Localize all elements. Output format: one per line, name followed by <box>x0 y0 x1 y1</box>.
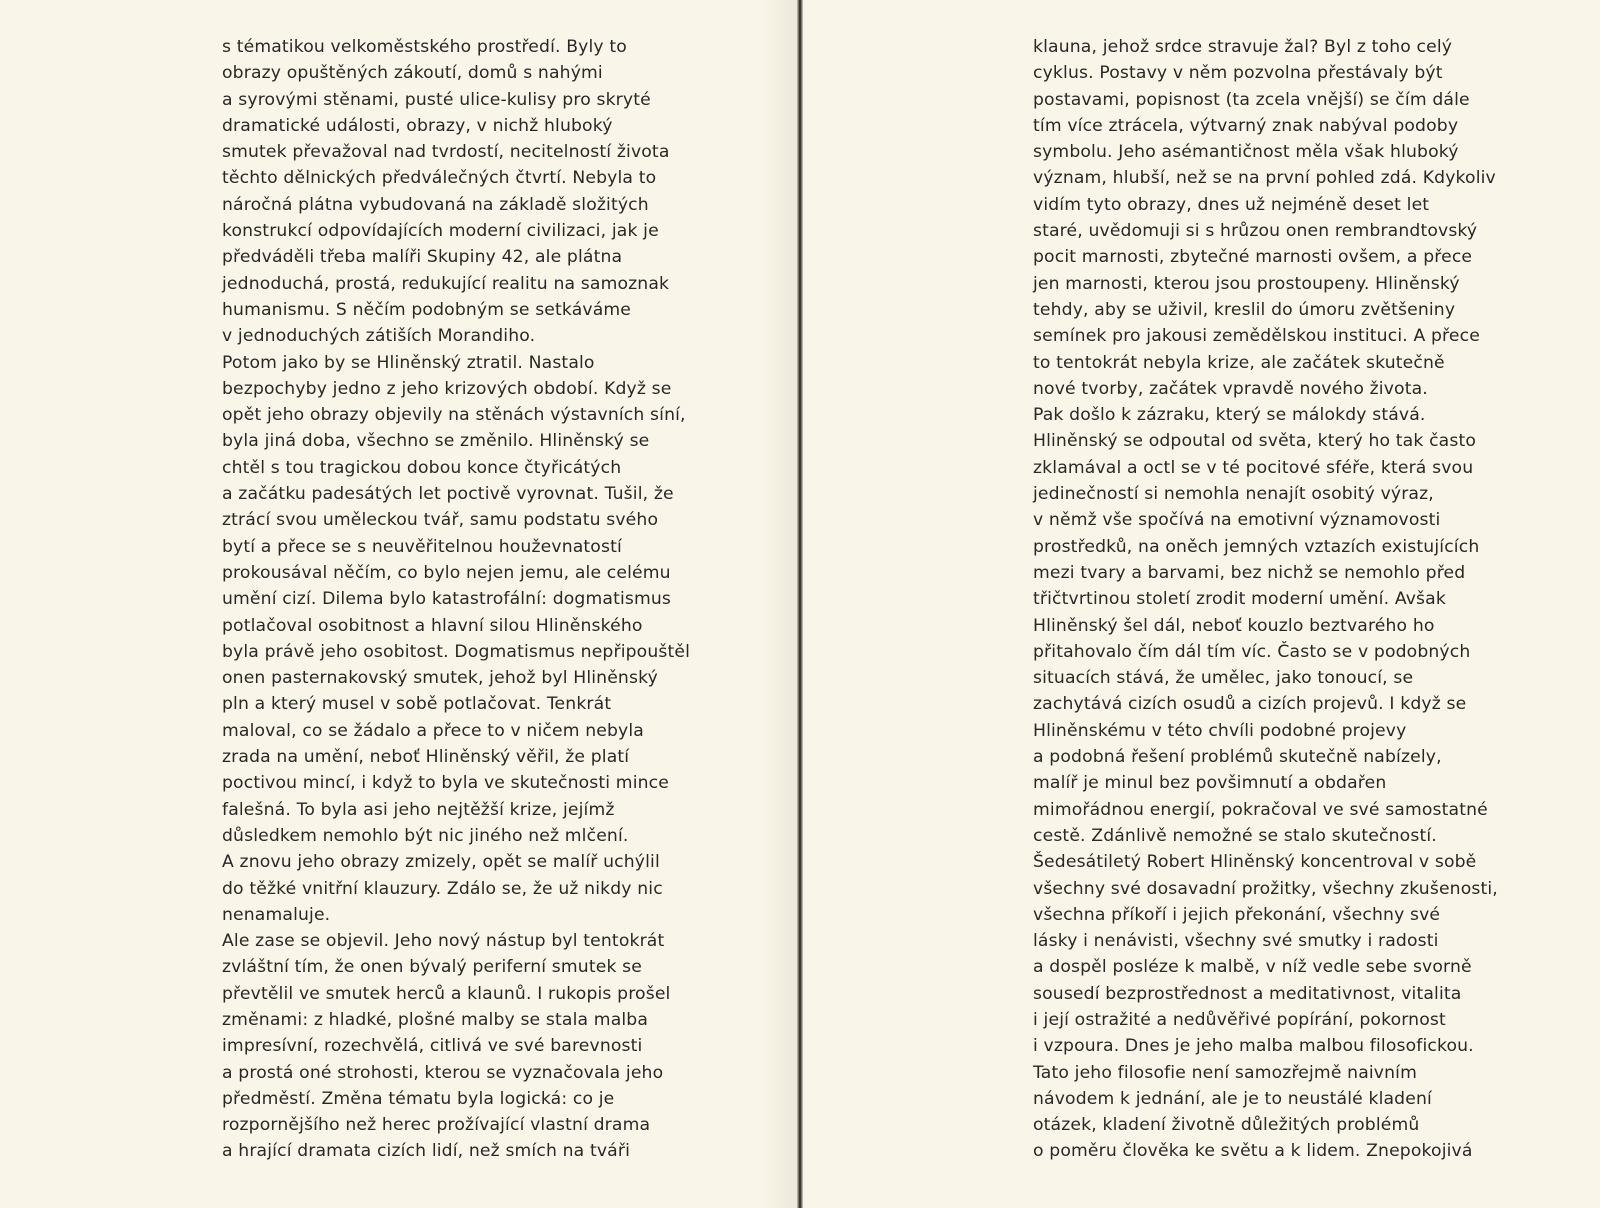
text-line: předměstí. Změna tématu byla logická: co je <box>222 1088 615 1109</box>
text-line: těchto dělnických předválečných čtvrtí. Nebyla to <box>222 168 657 189</box>
left-page <box>0 0 797 1208</box>
text-line: jen marnosti, kterou jsou prostoupeny. Hliněnský <box>1033 273 1460 294</box>
text-line: mezi tvary a barvami, bez nichž se nemohlo před <box>1033 562 1466 583</box>
text-line: postavami, popisnost (ta zcela vnější) se čím dále <box>1033 89 1470 110</box>
text-line: otázek, kladení životně důležitých problémů <box>1033 1115 1420 1136</box>
text-line: byla právě jeho osobitost. Dogmatismus nepřipouštěl <box>222 641 691 662</box>
text-line: bytí a přece se s neuvěřitelnou houževnatostí <box>222 536 622 557</box>
text-line: zachytává cizích osudů a cizích projevů. I když se <box>1033 694 1467 715</box>
text-line: Hliněnskému v této chvíli podobné projevy <box>1033 720 1407 741</box>
text-line: ztrácí svou uměleckou tvář, samu podstatu svého <box>222 510 659 531</box>
text-line: důsledkem nemohlo být nic jiného než mlčení. <box>222 825 629 846</box>
text-line: poctivou mincí, i když to byla ve skutečnosti mince <box>222 773 669 794</box>
text-line: impresívní, rozechvělá, citlivá ve své barevnosti <box>222 1036 643 1057</box>
text-line: a prostá oné strohosti, kterou se vyznačovala jeho <box>222 1062 664 1083</box>
text-line: tehdy, aby se uživil, kreslil do úmoru zvětšeniny <box>1033 299 1456 320</box>
text-line: semínek pro jakousi zemědělskou instituci. A přece <box>1033 326 1480 347</box>
text-line: rozpornějšího než herec prožívající vlastní drama <box>222 1115 651 1136</box>
text-line: opět jeho obrazy objevily na stěnách výstavních síní, <box>222 405 686 426</box>
text-line: všechna příkoří i jejich překonání, všechny své <box>1033 904 1441 925</box>
text-line: do těžké vnitřní klauzury. Zdálo se, že už nikdy nic <box>222 878 663 899</box>
text-line: maloval, co se žádalo a přece to v ničem nebyla <box>222 720 644 741</box>
text-line: význam, hlubší, než se na první pohled zdá. Kdykoliv <box>1033 168 1496 189</box>
text-line: Tato jeho filosofie není samozřejmě naivním <box>1033 1062 1417 1083</box>
text-line: falešná. To byla asi jeho nejtěžší krize, jejímž <box>222 799 615 820</box>
text-line: tím více ztrácela, výtvarný znak nabýval podoby <box>1033 115 1459 136</box>
text-line: a podobná řešení problémů skutečně nabízely, <box>1033 747 1442 768</box>
text-line: Šedesátiletý Robert Hliněnský koncentroval v sobě <box>1033 852 1477 873</box>
text-line: pln a který musel v sobě potlačovat. Tenkrát <box>222 694 612 715</box>
text-line: přitahovalo čím dál tím víc. Často se v podobných <box>1033 641 1471 662</box>
text-line: náročná plátna vybudovaná na základě složitých <box>222 194 649 215</box>
left-page-text <box>222 34 782 1165</box>
text-line: sousedí bezprostřednost a meditativnost, vitalita <box>1033 983 1462 1004</box>
text-line: nenamaluje. <box>222 904 331 925</box>
text-line: humanismu. S něčím podobným se setkáváme <box>222 299 632 320</box>
text-line: mimořádnou energií, pokračoval ve své samostatné <box>1033 799 1488 820</box>
text-line: dramatické události, obrazy, v nichž hluboký <box>222 115 613 136</box>
text-line: smutek převažoval nad tvrdostí, necitelností života <box>222 142 670 163</box>
text-line: symbolu. Jeho asémantičnost měla však hluboký <box>1033 142 1459 163</box>
text-line: jedinečností si nemohla nenajít osobitý výraz, <box>1033 484 1434 505</box>
right-page <box>803 0 1600 1208</box>
text-line: A znovu jeho obrazy zmizely, opět se malíř uchýlil <box>222 852 660 873</box>
text-line: zrada na umění, neboť Hliněnský věřil, že platí <box>222 747 630 768</box>
text-line: bezpochyby jedno z jeho krizových období. Když se <box>222 378 672 399</box>
gutter-shadow-left <box>760 0 797 1208</box>
text-line: nové tvorby, začátek vpravdě nového života. <box>1033 378 1428 399</box>
text-line: potlačoval osobitnost a hlavní silou Hliněnského <box>222 615 643 636</box>
text-line: staré, uvědomuji si s hrůzou onen rembrandtovský <box>1033 221 1478 242</box>
text-line: v němž vše spočívá na emotivní významovosti <box>1033 510 1441 531</box>
text-line: v jednoduchých zátiších Morandiho. <box>222 326 536 347</box>
right-page-text <box>1033 34 1573 1165</box>
text-line: malíř je minul bez povšimnutí a obdařen <box>1033 773 1387 794</box>
text-line: Ale zase se objevil. Jeho nový nástup byl tentokrát <box>222 931 665 952</box>
text-line: Hliněnský šel dál, neboť kouzlo beztvarého ho <box>1033 615 1435 636</box>
text-line: zklamával a octl se v té pocitové sféře, která svou <box>1033 457 1474 478</box>
text-line: Potom jako by se Hliněnský ztratil. Nastalo <box>222 352 595 373</box>
text-line: byla jiná doba, všechno se změnilo. Hliněnský se <box>222 431 650 452</box>
text-line: i vzpoura. Dnes je jeho malba malbou filosofickou. <box>1033 1036 1474 1057</box>
text-line: pocit marnosti, zbytečné marnosti ovšem, a přece <box>1033 247 1473 268</box>
text-line: to tentokrát nebyla krize, ale začátek skutečně <box>1033 352 1445 373</box>
text-line: a dospěl posléze k malbě, v níž vedle sebe svorně <box>1033 957 1472 978</box>
text-line: Hliněnský se odpoutal od světa, který ho tak často <box>1033 431 1477 452</box>
text-line: a syrovými stěnami, pusté ulice-kulisy pro skryté <box>222 89 651 110</box>
text-line: a začátku padesátých let poctivě vyrovnat. Tušil, že <box>222 484 674 505</box>
text-line: jednoduchá, prostá, redukující realitu na samoznak <box>222 273 670 294</box>
text-line: klauna, jehož srdce stravuje žal? Byl z toho celý <box>1033 37 1453 57</box>
text-line: obrazy opuštěných zákoutí, domů s nahými <box>222 63 603 84</box>
text-line: prostředků, na oněch jemných vztazích existujících <box>1033 536 1480 557</box>
text-line: převtělil ve smutek herců a klaunů. I rukopis prošel <box>222 983 671 1004</box>
text-line: cyklus. Postavy v něm pozvolna přestávaly být <box>1033 63 1443 84</box>
text-line: o poměru člověka ke světu a k lidem. Znepokojivá <box>1033 1141 1473 1162</box>
text-line: onen pasternakovský smutek, jehož byl Hliněnský <box>222 668 658 689</box>
text-line: umění cizí. Dilema bylo katastrofální: dogmatismus <box>222 589 672 610</box>
text-line: chtěl s tou tragickou dobou konce čtyřicátých <box>222 457 622 478</box>
text-line: prokousával něčím, co bylo nejen jemu, ale celému <box>222 562 671 583</box>
text-line: Pak došlo k zázraku, který se málokdy stává. <box>1033 405 1426 426</box>
text-line: změnami: z hladké, plošné malby se stala malba <box>222 1009 649 1030</box>
text-line: lásky i nenávisti, všechny své smutky i radosti <box>1033 931 1439 952</box>
text-line: všechny své dosavadní prožitky, všechny zkušenosti, <box>1033 878 1498 899</box>
text-line: zvláštní tím, že onen bývalý periferní smutek se <box>222 957 643 978</box>
text-line: cestě. Zdánlivě nemožné se stalo skutečností. <box>1033 825 1437 846</box>
text-line: vidím tyto obrazy, dnes už nejméně deset let <box>1033 194 1430 215</box>
text-line: s tématikou velkoměstského prostředí. Byly to <box>222 37 627 57</box>
text-line: předváděli třeba malíři Skupiny 42, ale plátna <box>222 247 623 268</box>
text-line: třičtvrtinou století zrodit moderní umění. Avšak <box>1033 589 1446 610</box>
text-line: i její ostražité a nedůvěřivé popírání, pokornost <box>1033 1009 1446 1030</box>
text-line: a hrající dramata cizích lidí, než smích na tváři <box>222 1141 630 1162</box>
text-line: návodem k jednání, ale je to neustálé kladení <box>1033 1088 1432 1109</box>
text-line: konstrukcí odpovídajících moderní civilizaci, jak je <box>222 221 659 242</box>
text-line: situacích stává, že umělec, jako tonoucí, se <box>1033 668 1414 689</box>
